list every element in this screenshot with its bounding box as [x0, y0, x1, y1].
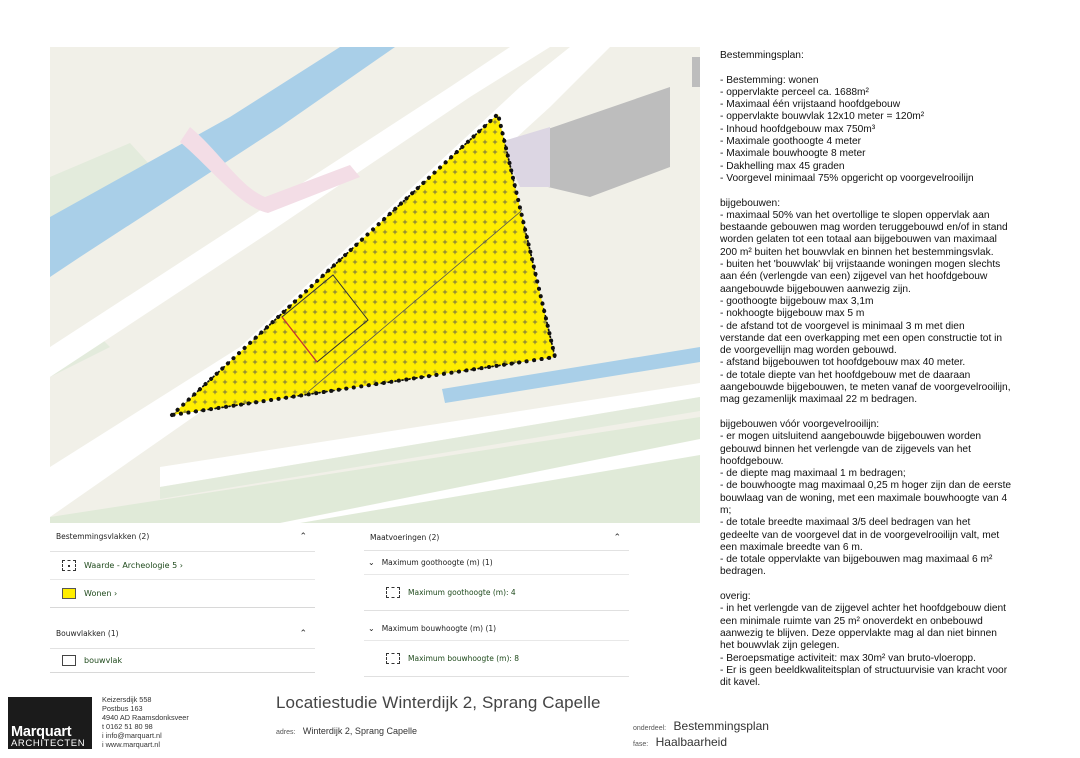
plan-line: - de diepte mag maximaal 1 m bedragen; [720, 468, 906, 480]
legend-item-label: Maximum goothoogte (m): 4 [408, 588, 516, 597]
legend-item-bouwvlak[interactable] [50, 649, 315, 673]
marquart-logo [8, 697, 92, 749]
plan-line: - in het verlengde van de zijgevel achter het hoofdgebouw dient [720, 603, 1007, 615]
plan-line: - Maximale goothoogte 4 meter [720, 136, 861, 148]
adres-meta [276, 721, 417, 739]
fase-value: Haalbaarheid [655, 735, 728, 749]
plan-line: - de totale breedte maximaal 3/5 deel bedragen van het [720, 517, 971, 529]
chevron-up-icon[interactable]: ⌃ [299, 531, 307, 542]
address-line: Postbus 163 [102, 703, 143, 713]
plan-line: - Inhoud hoofdgebouw max 750m³ [720, 123, 876, 135]
legend-bestemmingsvlakken [50, 522, 315, 608]
page-title: Locatiestudie Winterdijk 2, Sprang Capelle [276, 693, 601, 712]
chevron-up-icon[interactable]: ⌃ [613, 532, 621, 543]
chevron-up-icon[interactable]: ⌃ [299, 628, 307, 639]
zoning-map[interactable] [50, 47, 700, 523]
plan-line: - goothoogte bijgebouw max 3,1m [720, 295, 874, 307]
plan-line: - maximaal 50% van het overtollige te slopen oppervlak aan [720, 209, 990, 221]
plan-line: - nokhoogte bijgebouw max 5 m [720, 308, 865, 320]
logo-sub: ARCHITECTEN [11, 738, 86, 749]
legend-item-label: Waarde - Archeologie 5 › [84, 561, 183, 570]
wonen-swatch-icon [62, 588, 76, 599]
plan-line: het bouwvlak zijn gelegen. [720, 640, 840, 652]
plan-line: overig: [720, 591, 751, 603]
plan-line: verstande dat een overkapping met een open constructie tot in [720, 332, 1003, 344]
plan-line: - de totale diepte van het hoofdgebouw met de daaraan [720, 369, 971, 381]
plan-line: mag gezamenlijk maximaal 22 m bedragen. [720, 394, 918, 406]
plan-line: - Bestemming: wonen [720, 74, 819, 86]
plan-line: aanwezig te blijven. Deze oppervlakte mag al dan niet binnen [720, 627, 997, 639]
map-canvas [50, 47, 700, 523]
plan-section [720, 50, 1050, 62]
plan-line: aan één (verlengde van een) zijgevel van het hoofdgebouw [720, 271, 988, 283]
plan-line: gedeelte van de voorgevel dat in de voorgevelrooilijn valt, met [720, 529, 1000, 541]
plan-line: 200 m² buiten het bouwvlak en binnen het bestemmingsvlak. [720, 246, 994, 258]
plan-section [720, 198, 1050, 407]
plan-line: hoofdgebouw. [720, 455, 784, 467]
chevron-down-icon[interactable]: ⌄ [368, 558, 375, 567]
address-line: Keizersdijk 558 [102, 695, 152, 704]
legend-item-label: Maximum bouwhoogte (m): 8 [408, 654, 520, 663]
plan-section [720, 591, 1050, 689]
legend-maatvoeringen [364, 525, 629, 677]
legend-header-label: Maatvoeringen (2) [370, 533, 440, 542]
plan-line: bijgebouwen: [720, 197, 781, 209]
plan-line: - de afstand tot de voorgevel is minimaal 3 m met dien [720, 320, 965, 332]
plan-line: - Dakhelling max 45 graden [720, 160, 845, 172]
onderdeel-label: onderdeel: [633, 725, 667, 732]
legend-item-label: Wonen › [84, 589, 118, 598]
fase-meta [633, 733, 727, 751]
plan-section [720, 419, 1050, 579]
plan-line: - buiten het 'bouwvlak' bij vrijstaande woningen mogen slechts [720, 259, 1001, 271]
bestemmingsplan-text [720, 50, 1050, 702]
legend-subheader-goothoogte[interactable] [364, 551, 629, 575]
plan-line: bestaande gebouwen mag worden teruggebouwd en/of in stand [720, 222, 1008, 234]
plan-line: - Er is geen beeldkwaliteitsplan of structuurvisie van kracht voor [720, 664, 1008, 676]
legend-header-label: Bouwvlakken (1) [56, 629, 119, 638]
goothoogte-swatch-icon [386, 587, 400, 598]
address-line: t 0162 51 80 98 [102, 721, 153, 731]
plan-line: aangebouwde bijgebouwen, te meten vanaf de voorgevelrooilijn, [720, 382, 1011, 394]
plan-line: aangebouwde bijgebouwen aanwezig zijn. [720, 283, 911, 295]
fase-label: fase: [633, 741, 649, 748]
address-line: 4940 AD Raamsdonksveer [102, 712, 189, 722]
legend-item-wonen[interactable] [50, 580, 315, 608]
legend-item-goothoogte[interactable] [364, 575, 629, 611]
plan-line: - oppervlakte perceel ca. 1688m² [720, 86, 869, 98]
plan-line: - Maximale bouwhoogte 8 meter [720, 148, 866, 160]
plan-line: - afstand bijgebouwen tot hoofdgebouw max 40 meter. [720, 357, 966, 369]
plan-line: Bestemmingsplan: [720, 50, 804, 61]
legend-header-maatvoeringen[interactable] [364, 525, 629, 551]
plan-line: - er mogen uitsluitend aangebouwde bijgebouwen worden [720, 431, 982, 443]
legend-header-bouwvlakken[interactable] [50, 619, 315, 649]
bouwhoogte-swatch-icon [386, 653, 400, 664]
plan-line: - oppervlakte bouwvlak 12x10 meter = 120m² [720, 111, 925, 123]
legend-subheader-bouwhoogte[interactable] [364, 617, 629, 641]
chevron-down-icon[interactable]: ⌄ [368, 624, 375, 633]
office-address [102, 696, 189, 749]
bouwvlak-swatch-icon [62, 655, 76, 666]
legend-subheader-label: Maximum bouwhoogte (m) (1) [381, 624, 497, 633]
plan-line: bedragen. [720, 566, 766, 578]
adres-value: Winterdijk 2, Sprang Capelle [302, 726, 417, 736]
plan-line: - Beroepsmatige activiteit: max 30m² van bruto-vloeropp. [720, 652, 976, 664]
plan-line: een minimale ruimte van 25 m² onoverdekt en onbebouwd [720, 615, 983, 627]
address-line[interactable]: i www.marquart.nl [102, 739, 160, 749]
legend-bouwvlakken [50, 619, 315, 673]
plan-line: dit kavel. [720, 677, 761, 689]
legend-header-bestemmingsvlakken[interactable] [50, 522, 315, 552]
plan-line: - de bouwhoogte mag maximaal 0,25 m hoger zijn dan de eerste [720, 480, 1012, 492]
plan-line: de voorgevellijn mag worden gebouwd. [720, 345, 897, 357]
plan-line: gebouwd binnen het verlengde van de zijgevels van het [720, 443, 971, 455]
plan-line: worden gelaten tot een totaal aan bijgebouwen van maximaal [720, 234, 997, 246]
legend-item-bouwhoogte[interactable] [364, 641, 629, 677]
plan-section [720, 75, 1050, 186]
plan-line: m; [720, 504, 732, 516]
plan-line: een maximale breedte van 6 m. [720, 541, 863, 553]
plan-line: - Voorgevel minimaal 75% opgericht op voorgevelrooilijn [720, 172, 974, 184]
onderdeel-value: Bestemmingsplan [673, 719, 769, 733]
plan-line: - de totale oppervlakte van bijgebouwen mag maximaal 6 m² [720, 554, 993, 566]
legend-item-label: bouwvlak [84, 656, 123, 665]
plan-line: - Maximaal één vrijstaand hoofdgebouw [720, 99, 901, 111]
plan-line: bijgebouwen vóór voorgevelrooilijn: [720, 418, 880, 430]
archeologie-swatch-icon [62, 560, 76, 571]
legend-subheader-label: Maximum goothoogte (m) (1) [381, 558, 493, 567]
adres-label: adres: [276, 729, 296, 736]
address-line[interactable]: i info@marquart.nl [102, 730, 162, 740]
legend-item-archeologie[interactable] [50, 552, 315, 580]
logo-name: Marquart [11, 724, 72, 740]
plan-line: bouwlaag van de woning, met een maximale bouwhoogte van 4 [720, 492, 1008, 504]
legend-header-label: Bestemmingsvlakken (2) [56, 532, 150, 541]
